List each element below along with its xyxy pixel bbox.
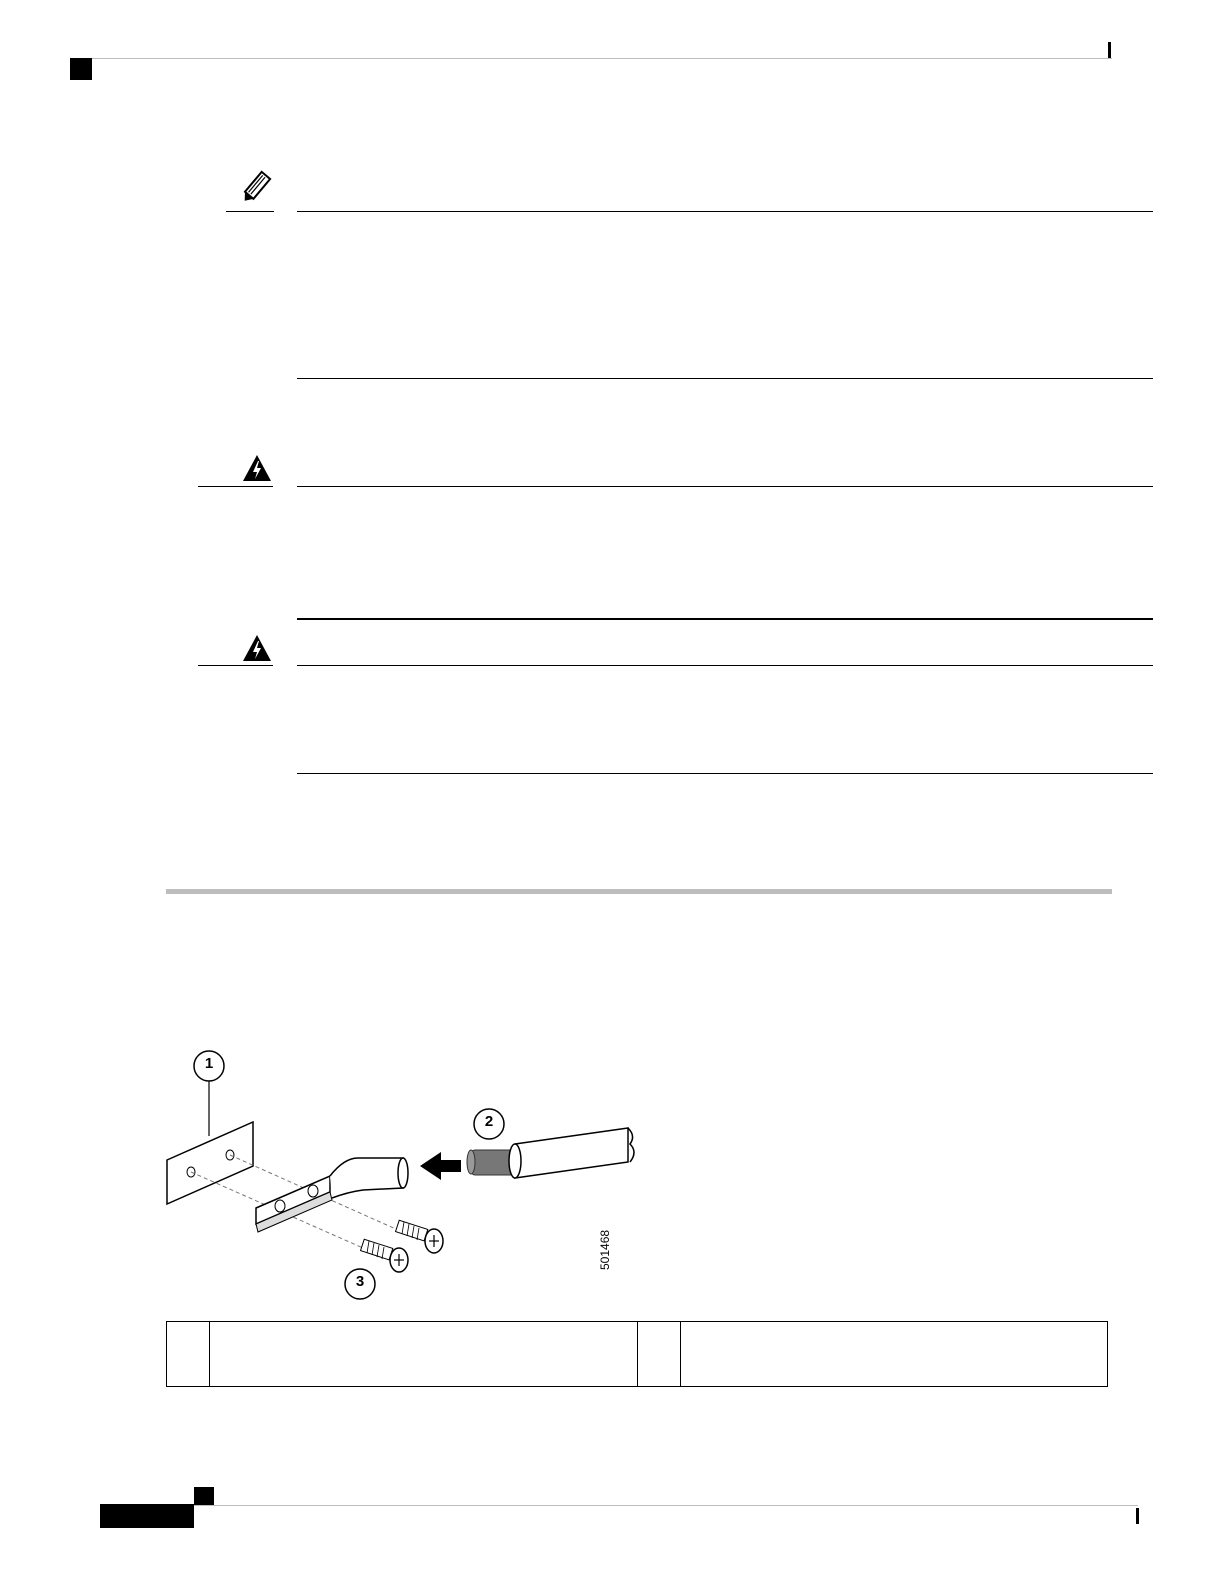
- figure-legend-table: [166, 1321, 1108, 1387]
- note-top-rule: [297, 211, 1153, 212]
- warning1-icon-underline: [198, 486, 273, 487]
- note-icon: [236, 170, 276, 206]
- section-divider: [166, 889, 1112, 894]
- footer-corner-block: [194, 1487, 214, 1505]
- header-corner-block: [70, 58, 92, 80]
- legend-cell-number: [638, 1322, 681, 1386]
- warning-icon: [242, 454, 272, 482]
- warning2-bottom-rule: [297, 773, 1153, 774]
- callout-2-label: 2: [484, 1113, 494, 1130]
- grounding-lug-figure: [158, 1040, 658, 1302]
- warning1-top-rule: [297, 486, 1153, 487]
- legend-cell-number: [167, 1322, 210, 1386]
- warning2-icon-underline: [198, 665, 273, 666]
- warning1-bottom-rule: [297, 618, 1153, 620]
- footer-page-tab: [100, 1504, 194, 1528]
- footer-tick: [1136, 1508, 1139, 1524]
- legend-cell-description: [681, 1322, 1107, 1386]
- warning2-top-rule: [297, 665, 1153, 666]
- warning-icon: [242, 634, 272, 662]
- figure-art-number: 501468: [598, 1229, 612, 1270]
- legend-cell-description: [210, 1322, 638, 1386]
- footer-rule: [194, 1505, 1138, 1506]
- header-tick: [1108, 42, 1111, 58]
- note-bottom-rule: [297, 378, 1153, 379]
- note-icon-underline: [226, 211, 274, 212]
- header-rule: [92, 58, 1112, 59]
- callout-1-label: 1: [204, 1055, 214, 1072]
- callout-3-label: 3: [355, 1273, 365, 1290]
